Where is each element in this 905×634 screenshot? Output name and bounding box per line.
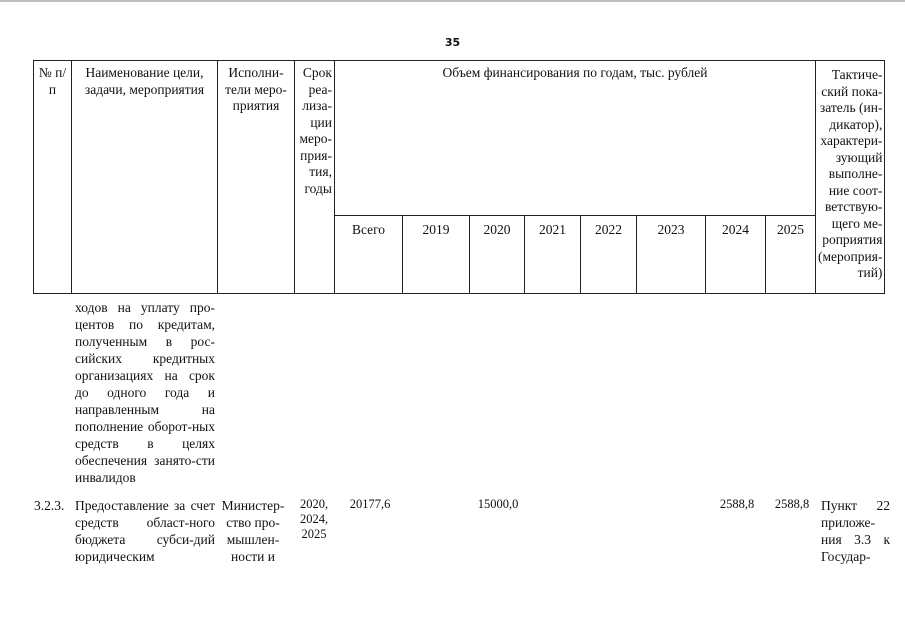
header-term: Срок реа-лиза-ции меро-прия-тия, годы <box>295 61 335 294</box>
row-2025: 2588,8 <box>774 497 810 511</box>
row-2020: 15000,0 <box>477 497 519 511</box>
header-financing: Объем финансирования по годам, тыс. рублей <box>335 61 816 216</box>
header-table <box>33 60 885 294</box>
row-indicator: Пункт 22 приложе-ния 3.3 к Государ- <box>821 498 890 564</box>
row-executor: Министер-ство про-мышлен-ности и <box>221 498 285 564</box>
row-term: 2020, 2024, 2025 <box>299 497 329 541</box>
header-year-2025: 2025 <box>766 216 816 294</box>
header-year-2019: 2019 <box>403 216 470 294</box>
header-year-2020: 2020 <box>470 216 525 294</box>
header-year-2022: 2022 <box>581 216 637 294</box>
header-year-2021: 2021 <box>525 216 581 294</box>
row-number: 3.2.3. <box>34 498 65 513</box>
continuation-text: ходов на уплату про-центов по кредитам, полученным в рос-сийских кредитных организациях на срок до одного года и направленным на пополнение оборот-ных средств в целях обеспечения занято-сти инвалидов <box>75 300 215 485</box>
header-year-2024: 2024 <box>706 216 766 294</box>
header-indicator: Тактиче-ский пока-затель (ин-дикатор), характери-зующий выполне-ние соот-ветствую-щего ме-роприятия (мероприя-тий) <box>816 61 885 294</box>
header-total: Всего <box>335 216 403 294</box>
row-total: 20177,6 <box>349 497 391 511</box>
top-border-line <box>0 0 905 2</box>
page-number: 35 <box>444 36 461 49</box>
row-name: Предоставление за счет средств област-ного бюджета субси-дий юридическим <box>75 498 215 564</box>
row-2024: 2588,8 <box>719 497 755 511</box>
header-year-2023: 2023 <box>637 216 706 294</box>
header-name: Наименование цели, задачи, мероприятия <box>72 61 218 294</box>
header-num: № п/п <box>34 61 72 294</box>
header-executor: Исполни-тели меро-приятия <box>218 61 295 294</box>
